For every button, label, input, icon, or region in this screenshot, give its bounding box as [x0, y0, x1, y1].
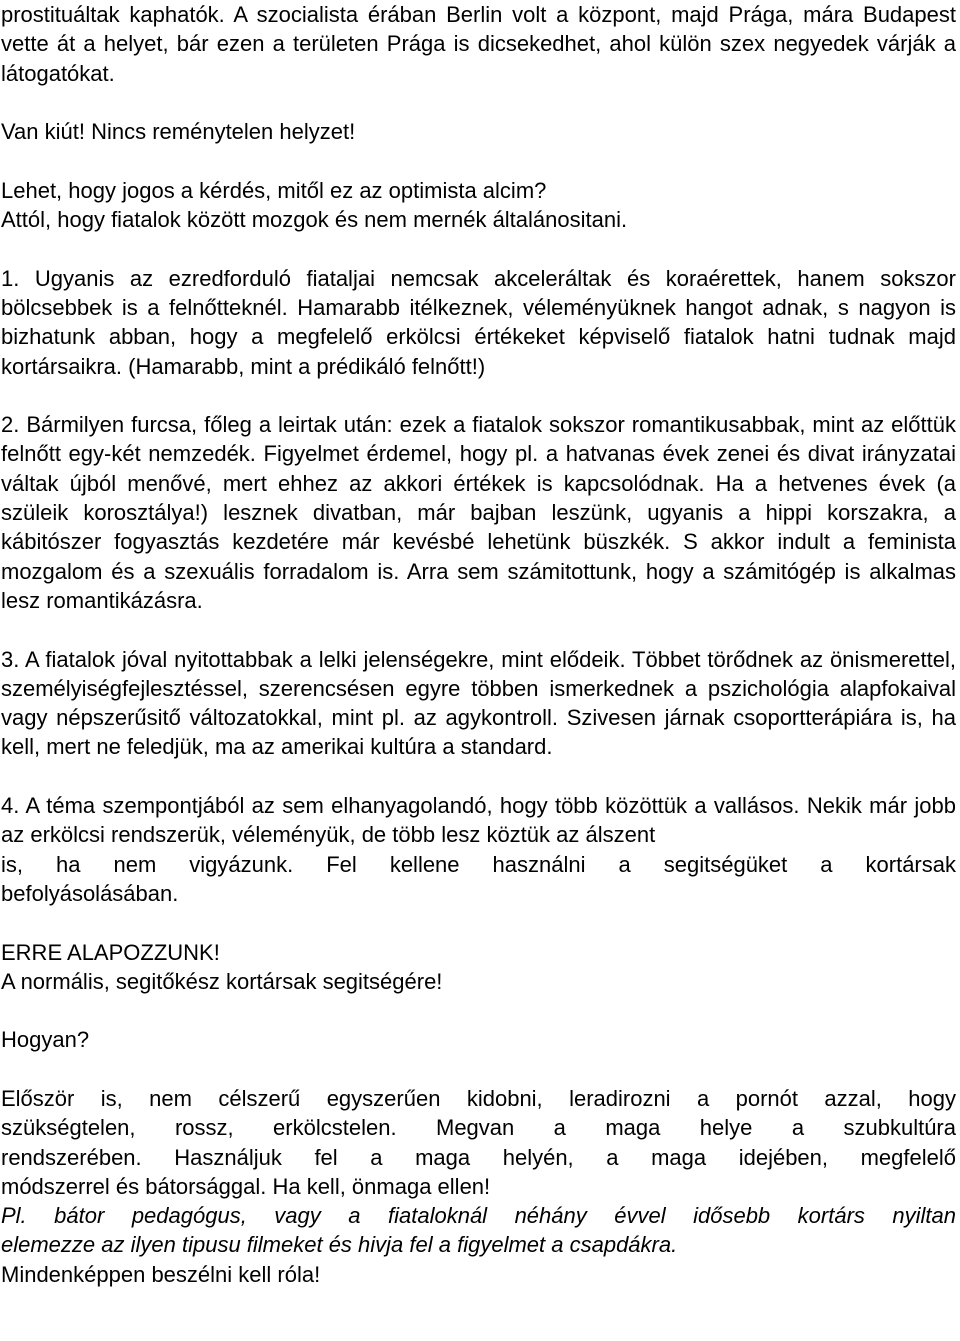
paragraph-eloszor-line-1: Először is, nem célszerű egyszerűen kidobni, leradirozni a pornót azzal, hogy — [1, 1085, 956, 1111]
paragraph-point-4-line: is, ha nem vigyázunk. Fel kellene használni a segitségüket a kortársak — [1, 851, 956, 877]
paragraph-point-4 — [1, 791, 956, 908]
paragraph-point-4-text-a: 4. A téma szempontjából az sem elhanyagolandó, hogy több közöttük a vallásos. Nekik már jobb az erkölcsi rendszerük, véleményük, de több lesz köztük az álszent — [1, 793, 956, 848]
paragraph-pl-line-1: Pl. bátor pedagógus, vagy a fiataloknál néhány évvel idősebb kortárs nyiltan — [1, 1203, 956, 1229]
paragraph-pl-italic — [1, 1201, 956, 1260]
paragraph-intro: prostituáltak kaphatók. A szocialista érában Berlin volt a központ, majd Prága, mára Budapest vette át a helyet, bár ezen a területen Prága is dicsekedhet, ahol külön szex negyedek várják a látogatókat. — [1, 2, 956, 86]
paragraph-point-4-text-c: befolyásolásában. — [1, 880, 179, 906]
paragraph-kortarsak: A normális, segitőkész kortársak segitségére! — [1, 968, 443, 994]
heading-hogyan: Hogyan? — [1, 1027, 90, 1053]
paragraph-pl-line-2: elemezze az ilyen tipusu filmeket és hivja fel a figyelmet a csapdákra. — [1, 1232, 678, 1258]
paragraph-heading-van-kiut: Van kiút! Nincs reménytelen helyzet! — [1, 119, 356, 145]
paragraph-eloszor-line-4: módszerrel és bátorsággal. Ha kell, önmaga ellen! — [1, 1173, 491, 1199]
heading-erre-alapozzunk: ERRE ALAPOZZUNK! — [1, 939, 220, 965]
paragraph-closing: Mindenképpen beszélni kell róla! — [1, 1261, 321, 1287]
paragraph-point-2: 2. Bármilyen furcsa, főleg a leirtak után: ezek a fiatalok sokszor romantikusabbak, mint az előttük felnőtt egy-két nemzedék. Figyelmet érdemel, hogy pl. a hatvanas évek zenei és divat irányzatai váltak újból menővé, mert ehhez az akkori értékek is kapcsolódnak. Ha a hetvenes évek (a szüleik korosztálya!) lesznek divatban, már bajban leszünk, ugyanis a hippi korszakra, a kábitószer fogyasztás kezdetére már kevésbé lehetünk büszkék. S akkor indult a feminista mozgalom és a szexuális forradalom is. Arra sem számitottunk, hogy a számitógép is alkalmas lesz romantikázásra. — [1, 412, 956, 613]
paragraph-eloszor-line-2: szükségtelen, rossz, erkölcstelen. Megvan a maga helye a szubkultúra — [1, 1115, 956, 1141]
paragraph-point-1: 1. Ugyanis az ezredforduló fiataljai nemcsak akceleráltak és koraérettek, hanem sokszor bölcsebbek is a felnőtteknél. Hamarabb itélkeznek, véleményüknek hangot adnak, s nagyon is bizhatunk abban, hogy a megfelelő erkölcsi értékeket képviselő fiatalok hatni tudnak majd kortársaikra. (Hamarabb, mint a prédikáló felnőtt!) — [1, 265, 956, 379]
document-page — [1, 0, 956, 1289]
paragraph-answer-line: Attól, hogy fiatalok között mozgok és nem mernék általánositani. — [1, 207, 628, 233]
paragraph-eloszor-line-3: rendszerében. Használjuk fel a maga helyén, a maga idejében, megfelelő — [1, 1144, 956, 1170]
paragraph-eloszor — [1, 1084, 956, 1201]
paragraph-point-3: 3. A fiatalok jóval nyitottabbak a lelki jelenségekre, mint elődeik. Többet törődnek az önismerettel, személyiségfejlesztéssel, szerencsésen egyre többen ismerkednek a pszichológia alapfokaival vagy népszerűsitő változatokkal, mint pl. az agykontroll. Szivesen járnak csoportterápiára is, ha kell, mert ne feledjük, ma az amerikai kultúra a standard. — [1, 646, 956, 760]
paragraph-question-line: Lehet, hogy jogos a kérdés, mitől ez az optimista alcim? — [1, 177, 547, 203]
